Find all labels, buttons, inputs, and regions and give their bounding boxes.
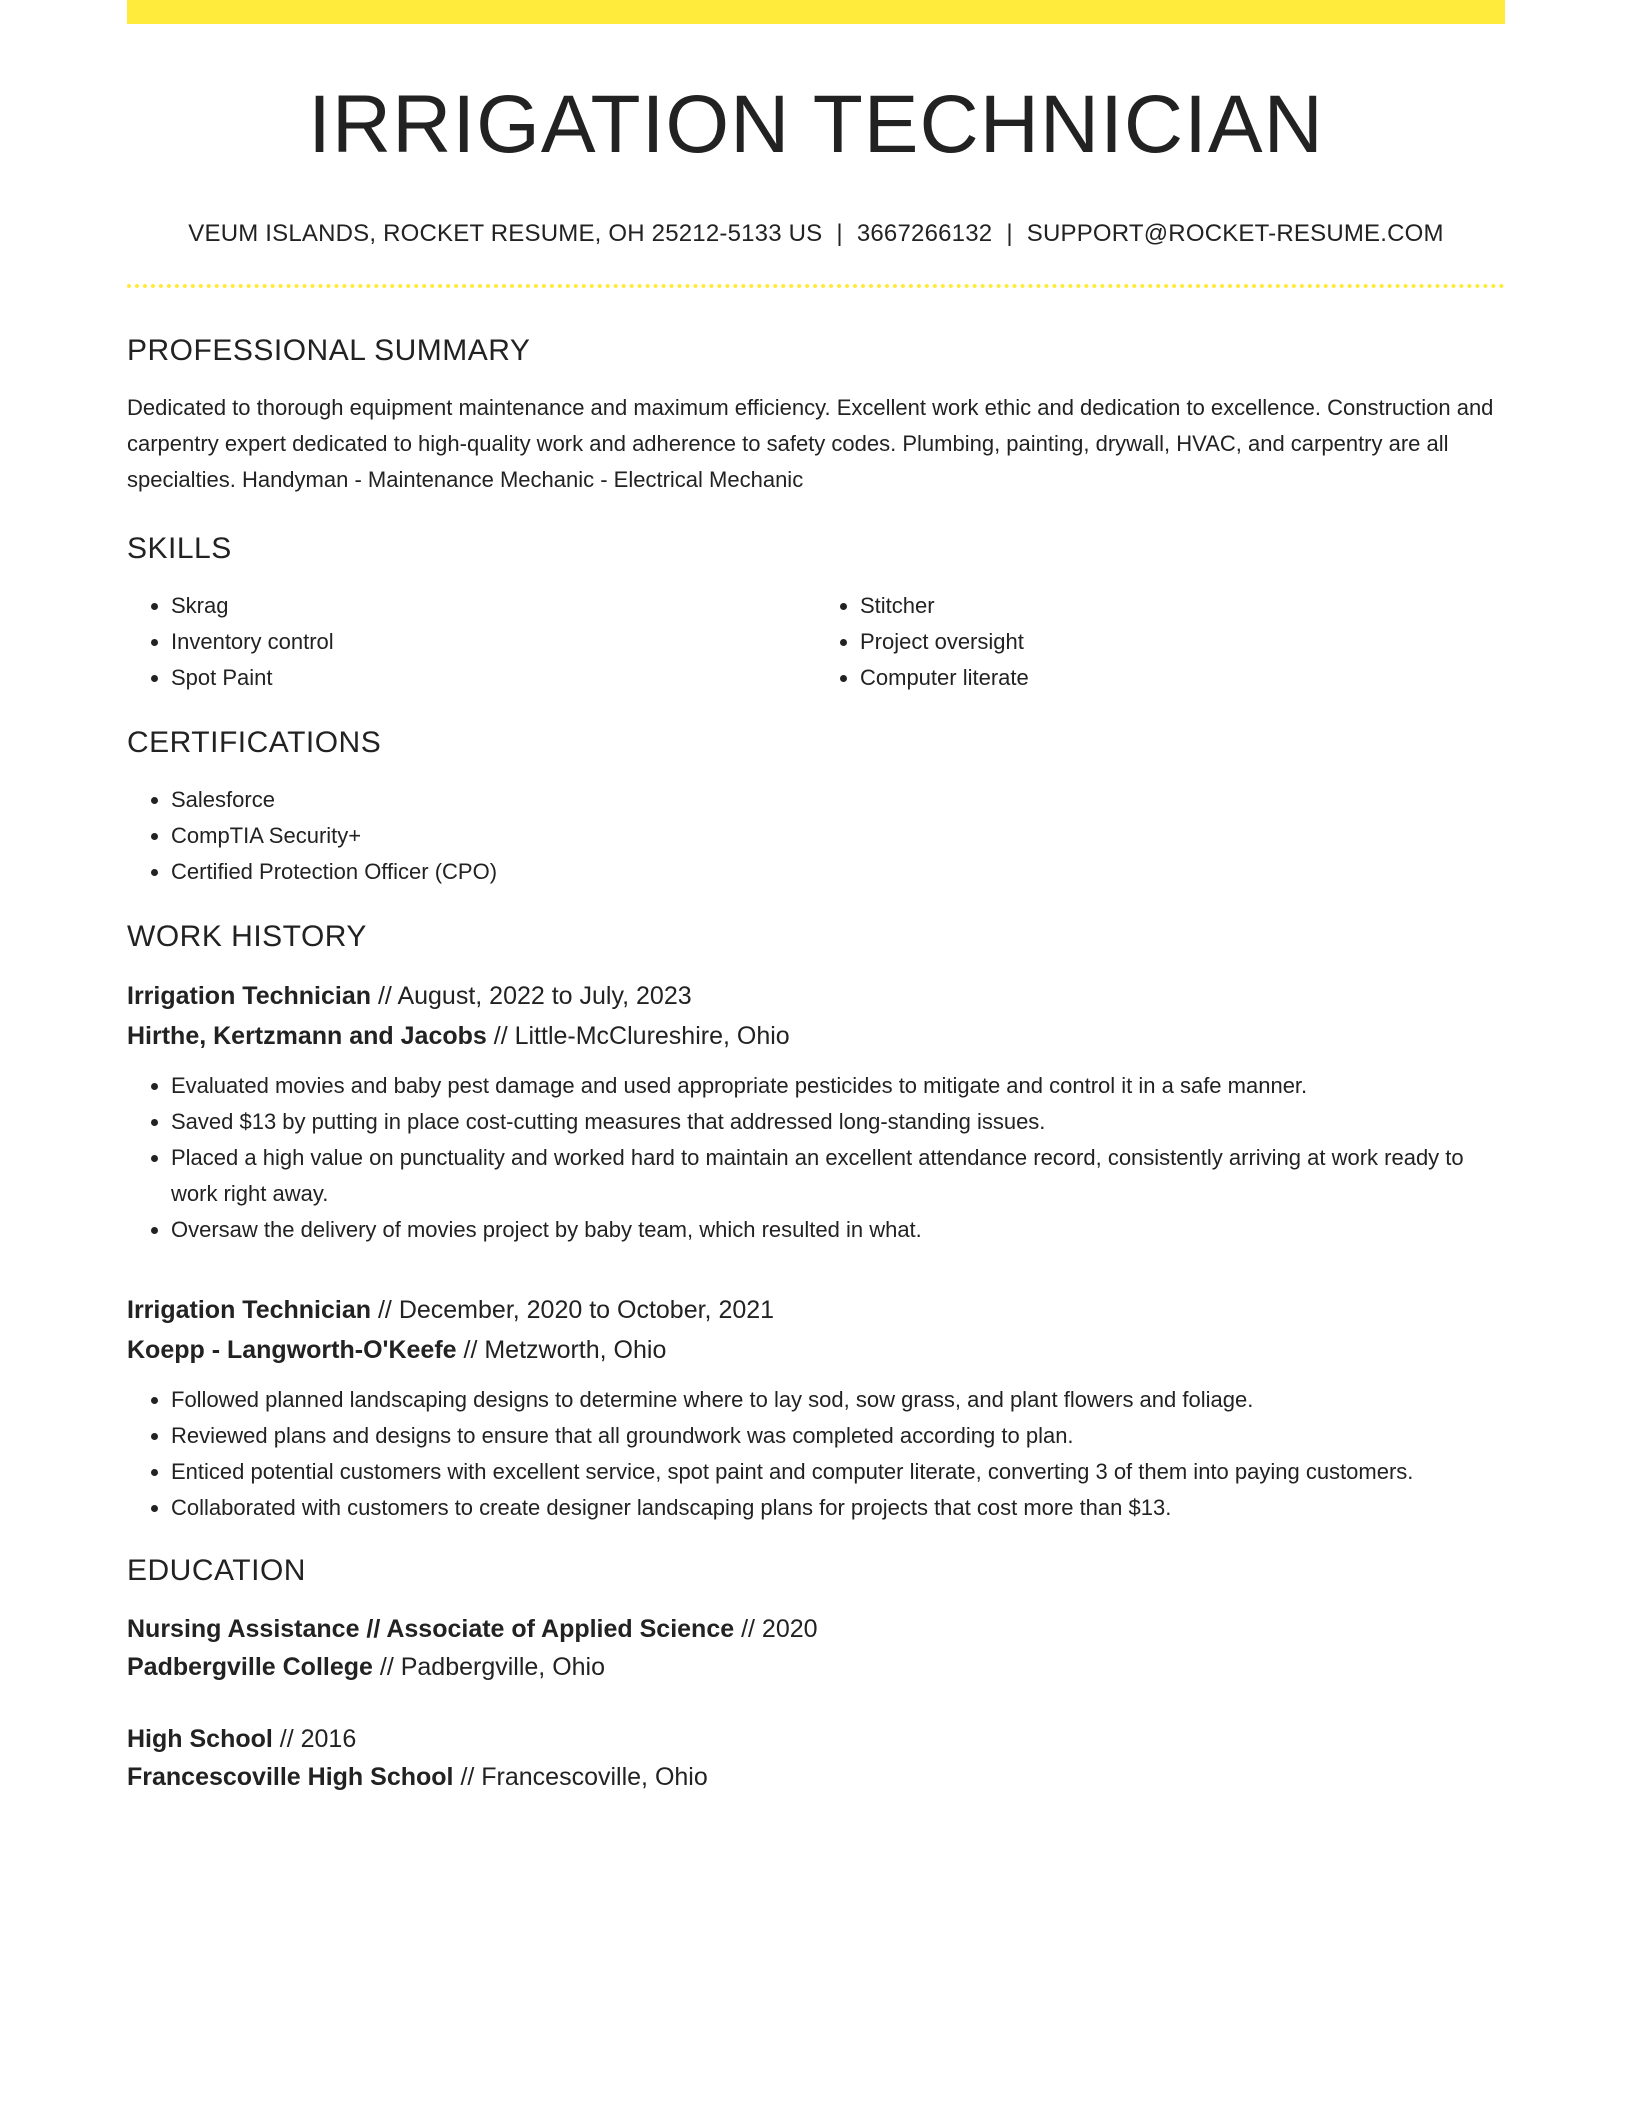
summary-heading: PROFESSIONAL SUMMARY [127,334,531,368]
certifications-list [127,782,1505,890]
education-school-line [127,1648,1505,1686]
education-school-line [127,1758,1505,1796]
job-bullet: • Saved $13 by putting in place cost-cutting measures that addressed long-standing issues. [171,1104,1505,1140]
education-degree: Nursing Assistance // Associate of Applied Science [127,1615,735,1644]
skills-list-left [127,588,816,696]
resume-page [127,0,1505,1796]
education-heading: EDUCATION [127,1554,306,1588]
skills-grid [127,588,1505,696]
education-school: Francescoville High School [127,1763,454,1792]
job-location: // Metzworth, Ohio [463,1336,667,1365]
certification-item: • Salesforce [171,782,1505,818]
work-history-heading: WORK HISTORY [127,920,367,954]
skill-item: • Computer literate [860,660,1505,696]
contact-separator: | [1006,220,1013,248]
job-entry [127,1290,1505,1526]
certification-item: • Certified Protection Officer (CPO) [171,854,1505,890]
education-location: // Francescoville, Ohio [460,1763,708,1792]
job-bullet: • Reviewed plans and designs to ensure that all groundwork was completed according to plan. [171,1418,1505,1454]
job-company-line [127,1330,1505,1370]
skills-list-right [816,588,1505,696]
job-bullets [127,1382,1505,1526]
job-bullet: • Collaborated with customers to create designer landscaping plans for projects that cost more than $13. [171,1490,1505,1526]
skill-item: • Skrag [171,588,816,624]
job-company-line [127,1016,1505,1056]
contact-address: VEUM ISLANDS, ROCKET RESUME, OH 25212-5133 US [188,220,823,248]
skill-item: • Project oversight [860,624,1505,660]
education-degree-line [127,1720,1505,1758]
summary-text: Dedicated to thorough equipment maintenance and maximum efficiency. Excellent work ethic and dedication to excellence. Construction and carpentry expert dedicated to high-quality work and adherence to safety codes. Plumbing, painting, drywall, HVAC, and carpentry are all specialties. Handyman - Maintenance Mechanic - Electrical Mechanic [127,395,1494,493]
education-entry [127,1720,1505,1796]
job-company: Koepp - Langworth-O'Keefe [127,1336,457,1365]
resume-name: IRRIGATION TECHNICIAN [308,79,1324,170]
contact-phone: 3667266132 [856,220,993,248]
job-role: Irrigation Technician [127,982,372,1011]
education-school: Padbergville College [127,1653,373,1682]
contact-line [127,220,1505,248]
education-degree: High School [127,1725,273,1754]
education-year: // 2020 [741,1615,818,1644]
job-dates: // August, 2022 to July, 2023 [377,982,692,1011]
job-dates: // December, 2020 to October, 2021 [377,1296,775,1325]
contact-separator: | [836,220,843,248]
job-bullet: • Evaluated movies and baby pest damage and used appropriate pesticides to mitigate and control it in a safe manner. [171,1068,1505,1104]
job-bullet: • Enticed potential customers with excellent service, spot paint and computer literate, converting 3 of them into paying customers. [171,1454,1505,1490]
skills-heading: SKILLS [127,532,232,566]
job-location: // Little-McClureshire, Ohio [493,1022,790,1051]
contact-email: SUPPORT@ROCKET-RESUME.COM [1026,220,1444,248]
education-degree-line [127,1610,1505,1648]
job-bullets [127,1068,1505,1248]
certifications-heading: CERTIFICATIONS [127,726,382,760]
job-entry [127,976,1505,1248]
job-role: Irrigation Technician [127,1296,372,1325]
job-title-line [127,1290,1505,1330]
education-location: // Padbergville, Ohio [379,1653,605,1682]
job-title-line [127,976,1505,1016]
education-entry [127,1610,1505,1686]
job-bullet: • Oversaw the delivery of movies project by baby team, which resulted in what. [171,1212,1505,1248]
skill-item: • Inventory control [171,624,816,660]
skill-item: • Spot Paint [171,660,816,696]
dotted-divider [127,284,1505,288]
education-year: // 2016 [279,1725,357,1754]
top-accent-bar [127,0,1505,24]
skill-item: • Stitcher [860,588,1505,624]
certification-item: • CompTIA Security+ [171,818,1505,854]
job-bullet: • Placed a high value on punctuality and worked hard to maintain an excellent attendance record, consistently arriving at work ready to work right away. [171,1140,1505,1212]
job-company: Hirthe, Kertzmann and Jacobs [127,1022,487,1051]
job-bullet: • Followed planned landscaping designs to determine where to lay sod, sow grass, and plant flowers and foliage. [171,1382,1505,1418]
